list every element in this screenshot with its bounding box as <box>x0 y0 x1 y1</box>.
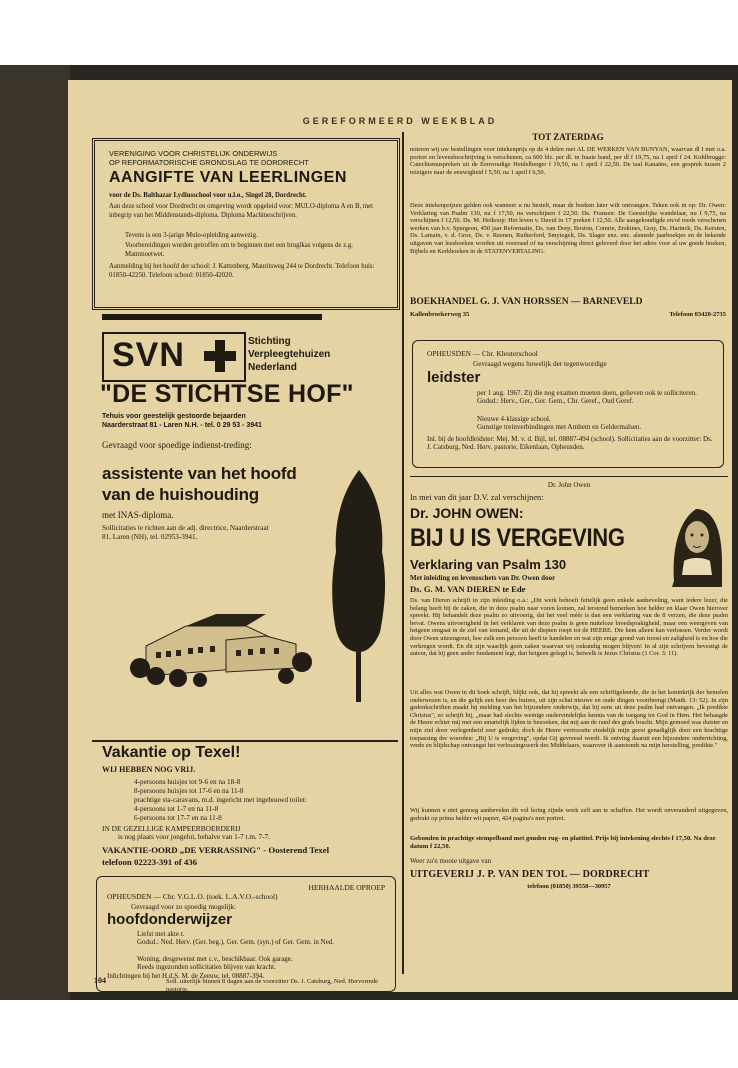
tot-shop: BOEKHANDEL G. J. VAN HORSSEN — BARNEVELD <box>410 297 643 307</box>
ophe2-line: Gunstige treinverbindingen met Arnhem en Geldermalsen. <box>477 423 642 431</box>
texel-row: 4-persoons tot 1-7 en na 11-8 <box>134 805 219 813</box>
svn-sub2: Naarderstraat 81 - Laren N.H. - tel. 0 29 53 - 3941 <box>102 422 262 429</box>
ophe1-soll: Soll. uiterlijk binnen 8 dagen aan de voorzitter Ds. J. Catsburg, Ned. Hervormde pastorie. <box>166 978 379 993</box>
opheusden-school-ad <box>96 876 396 992</box>
owen-p1: Ds. van Dieren schrijft in zijn inleiding o.a.: „Dit werk behoeft feitelijk geen enkele aanbeveling, want iedere lezer, die belang heeft bij de zaken, die in deze psalm naar voren komen, zal terstond bemerken hoe helder en klaar Owen hierover spreekt. Hij behandelt deze psalm zo uitvoerig, dat het veel méér is dan een verklaring van de 8 verzen, die deze psalm bevat. Owens uitvoerigheid in het verklaren van deze psalm is geen nutteloze breedsprakigheid, maar een weergeven van hetgeen omgaat in de ziel van iemand, die uit de diepten roept tot de HEERE. Die hem alleen kan verlossen. Verder wordt door Owen uiteengezet, hoe zulk een persoon heeft te handelen en wat zijn enige grond van troost en zaligheid is en hoe die verkregen wordt. En dit zijn waarlijk geen zaken waarvan wij onkundig mogen blijven! In al zijn schrijven bevestigt de auteur, dat hij geen ander fundament legt, dan hetgeen gelegd is, hetwelk is Jezus Christus (1 Cor. 3: 11). <box>410 597 728 658</box>
owen-pubtel: telefoon (01850) 39558—30957 <box>527 883 611 890</box>
tot-p1: noteren wij uw bestellingen voor intekenprijs op de 4 delen met AL DE WERKEN VAN BUNYAN, waarvan dl I met o.a. portret en levensbeschrijving is verschenen, ca 600 blz. per dl. in fraaie band, per dl f 19,75, na 1 april f 24. Kohlbrugge: Catechismuspreken uit de Eenvoudige Heidelberger f 19,50, na 1 april f 22,50. De taal Kanaäns, een gesprek tussen 2 reizigers naar de eeuwigheid f 5,50, na 1 april f 6,50. <box>410 146 726 176</box>
ophe2-head: OPHEUSDEN — Chr. Kleuterschool <box>427 349 538 358</box>
column-divider <box>402 132 404 974</box>
svn-diploma: met INAS-diploma. <box>102 510 174 520</box>
svn-ad <box>92 312 398 732</box>
svn-head1: assistente van het hoofd <box>102 464 297 483</box>
svn-cross-icon <box>204 340 236 372</box>
tot-tel: Telefoon 03420-2735 <box>669 311 726 318</box>
owen-met: Met inleiding en levensschets van Dr. Owen door <box>410 574 556 582</box>
texel-oord: VAKANTIE-OORD „DE VERRASSING" - Oosterend Texel <box>102 845 330 855</box>
vereniging-ad <box>92 138 400 310</box>
svn-org3: Nederland <box>248 362 297 373</box>
page-header: GEREFORMEERD WEEKBLAD <box>302 116 498 126</box>
owen-author: Dr. JOHN OWEN: <box>410 505 524 521</box>
ophe2-line: per 1 aug. 1967. Zij die nog examen moeten doen, gelieven ook te solliciteren. Godsd.: Herv., Ger., Ger. Gem., Chr. Geref., Oud Geref. <box>477 389 697 405</box>
texel-title: Vakantie op Texel! <box>102 744 241 761</box>
vereniging-body1: Aan deze school voor Dordrecht en omgeving wordt opgeleid voor: MULO-diploma A en B, met inbegrip van het Middenstands-diploma. Diploma Machineschrijven. <box>109 203 374 219</box>
tot-title: TOT ZATERDAG <box>532 132 604 142</box>
owen-p2: Uit alles wat Owen in dit boek schrijft, blijkt ook, dat hij spreekt als een schriftgeleerde, die in het koninkrijk der hemelen onderwezen is, en die gelijk een heer des huizes, uit zijn schat nieuwe en oude dingen voortbrengt (Matth. 13: 52). In zijn gedenkschriften maakt hij melding van het bijzondere onderwijs, dat hij eens uit deze psalm had ontvangen. „Ik predikte Christus", zo schrijft hij, „maar had slechts weinige ondervindelijke kennis van de toegang tot God in Hem. Het behaagde de Heere echter mij met een smartelijk lijden te bezoeken, dat mij aan de rand des grafs bracht. Mijn gemoed was duister en mijn ziel door verlegenheid zeer gedrukt; doch de Heere vertroostte eindelijk mijn geest genadiglijk door een krachtige toepassing der woorden: „Bij U is vergeving", opdat Gij gevreesd wordt. Ik ontving daaruit een bijzondere onderrichting, vrede en blijdschap ontvangst het verlossingswerk des Middelaars, waarover ik aanstonds na mijn herstelling, predikte." <box>410 689 728 750</box>
svn-title: "DE STICHTSE HOF" <box>100 380 354 408</box>
svn-org2: Verpleegtehuizen <box>248 349 331 360</box>
svn-head2: van de huishouding <box>102 485 259 504</box>
ophe1-title: hoofdonderwijzer <box>107 911 232 928</box>
texel-row: 4-persoons huisjes tot 9-6 en na 18-8 <box>134 778 241 786</box>
owen-door: Ds. G. M. VAN DIEREN te Ede <box>410 584 526 594</box>
svn-org1: Stichting <box>248 336 291 347</box>
newspaper-page <box>68 80 732 992</box>
page-number: 104 <box>94 976 106 985</box>
ophe1-gevraagd: Gevraagd voor zo spoedig mogelijk: <box>131 903 236 911</box>
tot-addr: Kallenbroekerweg 35 <box>410 311 470 318</box>
vereniging-org-line1: VERENIGING VOOR CHRISTELIJK ONDERWIJS <box>109 149 278 158</box>
vereniging-body4: Aanmelding bij het hoofd der school: J. Kattenberg, Mauritsweg 244 te Dordrecht. Telefoon huis: 01850-42250. Telefoon school: 01850-42020. <box>109 263 375 279</box>
ophe1-line: Godsd.: Ned. Herv. (Ger. beg.), Ger. Gem. (syn.) of Ger. Gem. in Ned. <box>137 938 335 946</box>
owen-sub: Verklaring van Psalm 130 <box>410 557 567 572</box>
tot-zaterdag-ad <box>410 130 726 320</box>
vereniging-org-line2: OP REFORMATORISCHE GRONDSLAG TE DORDRECHT <box>109 158 309 167</box>
vereniging-subtitle: voor de Ds. Balthazar Lydiusschool voor u.l.o., Singel 28, Dordrecht. <box>109 192 307 199</box>
tot-p2: Deze intekenprijzen gelden ook wanneer u nu bestelt, maar de boeken later wilt ontvangen. Teken ook in op: Dr. Owen: Verklaring van Psalm 130, nu f 17,50, na verschijnen f 22,50. Ds. Fransen: De Geestelijke wandelaar, nu f 9,75, na verschijnen f 12,50. Ds. M. Heikoop: Het leven v. David in 17 preken f 12,50. Alle aangekondigde en/of reeds verschenen werken van b.v. Spurgeon, 450 jaar Reformatie, Ds. van Dorp, Boston, Comrie, Erskines, Gray, Ds. Harinck, Ds. Kersten, Ds. Lamain, v. d. Groe, Ds. v. Reenen, Rutherford, Smytegelt, Ds. Slager enz. enz. alsmede jaarboekjes en de bekende uitgaven van leesboeken worden uit voorraad of na verschijning direct geleverd door het adres voor al uw goede boeken, Bijbels en Kerkboeken in de STATENVERTALING. <box>410 202 726 255</box>
ophe1-line: Liefst met akte r. <box>137 930 185 938</box>
texel-row: 6-persoons tot 17-7 en na 11-8 <box>134 814 222 822</box>
ophe1-herhaalde: HERHAALDE OPROEP <box>308 883 385 892</box>
owen-p5: Weer zo'n mooie uitgave van <box>410 857 492 865</box>
owen-ad <box>410 476 728 975</box>
owen-portrait <box>666 491 728 587</box>
vereniging-title: AANGIFTE VAN LEERLINGEN <box>109 169 347 186</box>
ophe2-line: Nieuwe 4-klassige school. <box>477 415 551 423</box>
texel-row: prachtige sta-caravans, m.d. ingericht met ingebouwd toilet: <box>134 796 307 804</box>
tree-illustration <box>322 462 396 702</box>
ophe1-line: Woning, desgewenst met c.v., beschikbaar. Ook garage. <box>137 955 293 963</box>
texel-kamp1: IN DE GEZELLIGE KAMPEERBOERDERIJ <box>102 824 241 833</box>
ophe2-info: Inl. bij de hoofdleidster: Mej. M. v. d. Bijl, tel. 08887-494 (school). Sollicitaties aan de voorzitter: Ds. J. Catsburg, Ned. Herv. pastorie, Eikenlaan, Opheusden. <box>427 435 713 451</box>
texel-row: 8-persoons huisjes tot 17-6 en na 11-8 <box>134 787 244 795</box>
ophe2-gevraagd: Gevraagd wegens huwelijk der tegenwoordige <box>473 360 607 368</box>
vereniging-body3: Voorbereidingen worden getroffen om te beginnen met een bruglkas volgens de z.g. Mammoetwet. <box>125 242 353 258</box>
ophe1-head: OPHEUSDEN — Chr. V.G.L.O. (toek. L.A.V.O.-school) <box>107 892 278 901</box>
binding-shadow <box>0 65 70 1000</box>
svn-intro: Gevraagd voor spoedige indienst-treding: <box>102 440 252 450</box>
svn-top-bar <box>102 314 322 320</box>
svn-logo-box <box>102 332 246 382</box>
owen-p4: Gebonden in prachtige stempelband met gouden rug- en plattitel. Prijs bij intekening slechts f 17,50. Na deze datum f 22,50. <box>410 835 716 850</box>
owen-title: BIJ U IS VERGEVING <box>410 523 625 552</box>
vereniging-body2: Tevens is een 3-jarige Mulo-opleiding aanwezig. <box>125 232 258 239</box>
texel-ad <box>92 740 398 872</box>
ophe1-info: Inlichtingen bij het H.d.S. M. de Zeeuw, tel. 08887-394. <box>107 972 265 980</box>
texel-tel: telefoon 02223-391 of 436 <box>102 857 198 867</box>
svn-logo: SVN <box>112 336 185 374</box>
owen-publisher: UITGEVERIJ J. P. VAN DEN TOL — DORDRECHT <box>410 869 650 880</box>
texel-sub: WIJ HEBBEN NOG VRIJ. <box>102 765 196 774</box>
ophe1-line: Reeds ingezonden sollicitaties blijven van kracht. <box>137 963 276 971</box>
owen-p3: Wij kunnen u niet genoeg aanbevelen dit vol lering zijnde werk zelf aan te schaffen. Het wordt onveranderd uitgegeven, gedrukt op prima helder wit papier, 424 pagina's met portret. <box>410 807 728 822</box>
svn-contact: Sollicitaties te richten aan de adj. directrice, Naarderstraat 81, Laren (NH), tel. 02953-3941. <box>102 524 269 541</box>
owen-intro: In mei van dit jaar D.V. zal verschijnen: <box>410 493 544 502</box>
building-illustration <box>126 606 326 692</box>
svn-sub1: Tehuis voor geestelijk gestoorde bejaarden <box>102 413 246 420</box>
kleuterschool-ad <box>412 340 724 468</box>
texel-kamp2: is nog plaats voor jongelui, behalve van 1-7 t.m. 7-7. <box>118 833 270 841</box>
ophe2-title: leidster <box>427 369 481 386</box>
owen-caption: Dr. John Owen <box>547 481 591 489</box>
